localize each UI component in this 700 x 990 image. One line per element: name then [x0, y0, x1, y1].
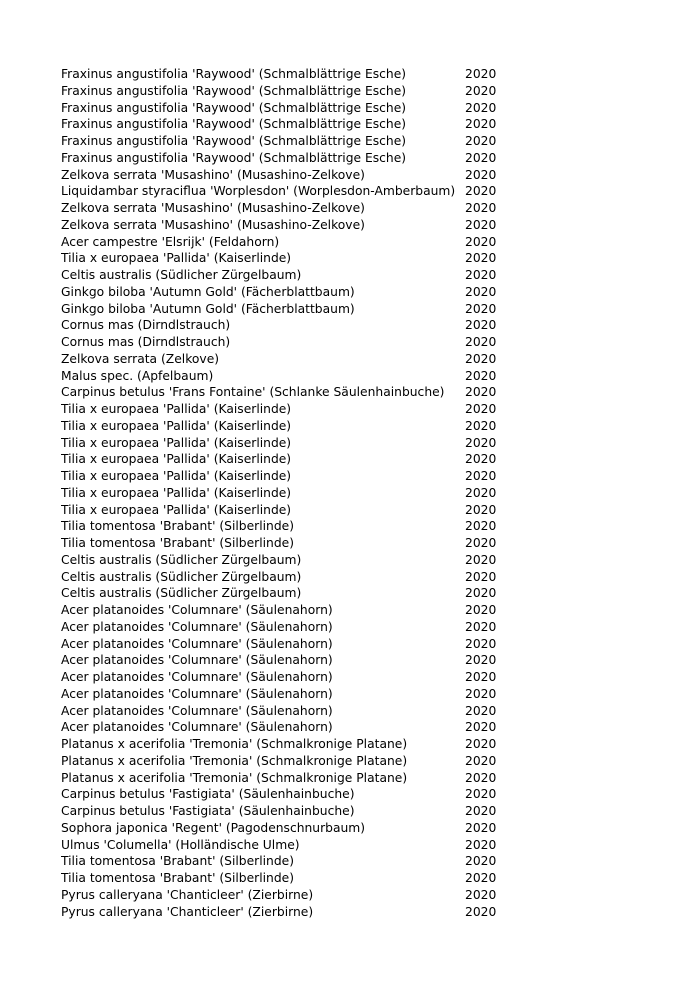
table-row: [61, 66, 521, 83]
table-row: [61, 502, 521, 519]
species-cell: Tilia x europaea 'Pallida' (Kaiserlinde): [61, 452, 292, 467]
year-cell: 2020: [465, 737, 497, 751]
year-cell: 2020: [465, 619, 497, 634]
table-row: [61, 518, 521, 535]
table-row: [61, 837, 521, 854]
species-cell: Platanus x acerifolia 'Tremonia' (Schmalkronige Platane): [61, 770, 408, 785]
species-cell: Fraxinus angustifolia 'Raywood' (Schmalblättrige Esche): [61, 67, 407, 81]
species-cell: Fraxinus angustifolia 'Raywood' (Schmalblättrige Esche): [61, 100, 407, 115]
table-row: [61, 183, 521, 200]
table-row: [61, 619, 521, 636]
species-cell: Fraxinus angustifolia 'Raywood' (Schmalblättrige Esche): [61, 83, 407, 98]
year-cell: 2020: [465, 117, 497, 132]
table-row: [61, 736, 521, 753]
species-cell: Acer platanoides 'Columnare' (Säulenahorn): [61, 686, 333, 701]
species-cell: Liquidambar styraciflua 'Worplesdon' (Worplesdon-Amberbaum): [61, 184, 456, 199]
table-row: [61, 820, 521, 837]
year-cell: 2020: [465, 335, 497, 349]
year-cell: 2020: [465, 854, 497, 869]
year-cell: 2020: [465, 502, 497, 517]
year-cell: 2020: [465, 368, 497, 383]
table-row: [61, 418, 521, 435]
species-cell: Celtis australis (Südlicher Zürgelbaum): [61, 569, 302, 584]
year-cell: 2020: [465, 150, 497, 165]
species-cell: Tilia x europaea 'Pallida' (Kaiserlinde): [61, 402, 292, 416]
species-cell: Carpinus betulus 'Fastigiata' (Säulenhainbuche): [61, 804, 355, 818]
year-cell: 2020: [465, 134, 497, 148]
table-row: [61, 703, 521, 720]
species-cell: Tilia x europaea 'Pallida' (Kaiserlinde): [61, 435, 292, 450]
species-cell: Zelkova serrata 'Musashino' (Musashino-Zelkove): [61, 167, 365, 182]
year-cell: 2020: [465, 603, 497, 617]
table-row: [61, 116, 521, 133]
year-cell: 2020: [465, 452, 497, 467]
table-row: [61, 83, 521, 100]
table-row: [61, 435, 521, 452]
species-cell: Pyrus calleryana 'Chanticleer' (Zierbirne): [61, 904, 314, 919]
table-row: [61, 485, 521, 502]
species-cell: Sophora japonica 'Regent' (Pagodenschnurbaum): [61, 820, 366, 835]
species-cell: Acer platanoides 'Columnare' (Säulenahorn): [61, 720, 333, 735]
table-row: [61, 317, 521, 334]
table-row: [61, 552, 521, 569]
year-cell: 2020: [465, 67, 497, 81]
tree-list: [61, 66, 521, 920]
table-row: [61, 267, 521, 284]
table-row: [61, 334, 521, 351]
table-row: [61, 652, 521, 669]
species-cell: Fraxinus angustifolia 'Raywood' (Schmalblättrige Esche): [61, 117, 407, 132]
table-row: [61, 284, 521, 301]
species-cell: Tilia tomentosa 'Brabant' (Silberlinde): [61, 854, 295, 869]
table-row: [61, 887, 521, 904]
species-cell: Acer platanoides 'Columnare' (Säulenahorn): [61, 636, 333, 651]
table-row: [61, 368, 521, 385]
table-row: [61, 904, 521, 921]
year-cell: 2020: [465, 435, 497, 450]
species-cell: Acer platanoides 'Columnare' (Säulenahorn): [61, 670, 333, 684]
species-cell: Ginkgo biloba 'Autumn Gold' (Fächerblattbaum): [61, 284, 355, 299]
table-row: [61, 686, 521, 703]
table-row: [61, 770, 521, 787]
year-cell: 2020: [465, 184, 497, 199]
table-row: [61, 786, 521, 803]
species-cell: Zelkova serrata 'Musashino' (Musashino-Zelkove): [61, 201, 365, 215]
species-cell: Cornus mas (Dirndlstrauch): [61, 335, 231, 349]
table-row: [61, 401, 521, 418]
species-cell: Celtis australis (Südlicher Zürgelbaum): [61, 552, 302, 567]
species-cell: Platanus x acerifolia 'Tremonia' (Schmalkronige Platane): [61, 737, 408, 751]
table-row: [61, 100, 521, 117]
table-row: [61, 719, 521, 736]
species-cell: Ulmus 'Columella' (Holländische Ulme): [61, 837, 300, 852]
species-cell: Cornus mas (Dirndlstrauch): [61, 318, 231, 333]
species-cell: Tilia tomentosa 'Brabant' (Silberlinde): [61, 536, 295, 550]
table-row: [61, 217, 521, 234]
table-row: [61, 133, 521, 150]
species-cell: Acer platanoides 'Columnare' (Säulenahorn): [61, 653, 333, 668]
year-cell: 2020: [465, 904, 497, 919]
table-row: [61, 384, 521, 401]
species-cell: Carpinus betulus 'Frans Fontaine' (Schlanke Säulenhainbuche): [61, 385, 445, 400]
year-cell: 2020: [465, 670, 497, 684]
species-cell: Tilia x europaea 'Pallida' (Kaiserlinde): [61, 502, 292, 517]
table-row: [61, 803, 521, 820]
species-cell: Acer platanoides 'Columnare' (Säulenahorn): [61, 603, 333, 617]
year-cell: 2020: [465, 536, 497, 550]
year-cell: 2020: [465, 100, 497, 115]
table-row: [61, 602, 521, 619]
year-cell: 2020: [465, 234, 497, 249]
species-cell: Platanus x acerifolia 'Tremonia' (Schmalkronige Platane): [61, 753, 408, 768]
year-cell: 2020: [465, 284, 497, 299]
table-row: [61, 150, 521, 167]
table-row: [61, 351, 521, 368]
year-cell: 2020: [465, 418, 497, 433]
table-row: [61, 451, 521, 468]
species-cell: Fraxinus angustifolia 'Raywood' (Schmalblättrige Esche): [61, 134, 407, 148]
table-row: [61, 636, 521, 653]
year-cell: 2020: [465, 318, 497, 333]
species-cell: Acer platanoides 'Columnare' (Säulenahorn): [61, 703, 333, 718]
year-cell: 2020: [465, 871, 497, 885]
year-cell: 2020: [465, 485, 497, 500]
species-cell: Zelkova serrata 'Musashino' (Musashino-Zelkove): [61, 217, 365, 232]
species-cell: Zelkova serrata (Zelkove): [61, 351, 220, 366]
table-row: [61, 301, 521, 318]
year-cell: 2020: [465, 720, 497, 735]
year-cell: 2020: [465, 569, 497, 584]
tree-list-page: [61, 66, 521, 920]
table-row: [61, 853, 521, 870]
year-cell: 2020: [465, 469, 497, 483]
species-cell: Tilia x europaea 'Pallida' (Kaiserlinde): [61, 418, 292, 433]
year-cell: 2020: [465, 402, 497, 416]
year-cell: 2020: [465, 770, 497, 785]
year-cell: 2020: [465, 268, 497, 282]
species-cell: Acer campestre 'Elsrijk' (Feldahorn): [61, 234, 280, 249]
year-cell: 2020: [465, 301, 497, 316]
species-cell: Pyrus calleryana 'Chanticleer' (Zierbirne): [61, 887, 314, 902]
species-cell: Ginkgo biloba 'Autumn Gold' (Fächerblattbaum): [61, 301, 355, 316]
year-cell: 2020: [465, 519, 497, 534]
year-cell: 2020: [465, 251, 497, 266]
year-cell: 2020: [465, 703, 497, 718]
year-cell: 2020: [465, 201, 497, 215]
table-row: [61, 569, 521, 586]
table-row: [61, 669, 521, 686]
table-row: [61, 535, 521, 552]
year-cell: 2020: [465, 351, 497, 366]
year-cell: 2020: [465, 83, 497, 98]
table-row: [61, 250, 521, 267]
year-cell: 2020: [465, 753, 497, 768]
year-cell: 2020: [465, 653, 497, 668]
year-cell: 2020: [465, 686, 497, 701]
year-cell: 2020: [465, 586, 497, 601]
species-cell: Acer platanoides 'Columnare' (Säulenahorn): [61, 619, 333, 634]
table-row: [61, 870, 521, 887]
year-cell: 2020: [465, 837, 497, 852]
table-row: [61, 234, 521, 251]
species-cell: Celtis australis (Südlicher Zürgelbaum): [61, 268, 302, 282]
table-row: [61, 753, 521, 770]
year-cell: 2020: [465, 804, 497, 818]
species-cell: Fraxinus angustifolia 'Raywood' (Schmalblättrige Esche): [61, 150, 407, 165]
table-row: [61, 468, 521, 485]
species-cell: Tilia x europaea 'Pallida' (Kaiserlinde): [61, 469, 292, 483]
year-cell: 2020: [465, 217, 497, 232]
year-cell: 2020: [465, 636, 497, 651]
year-cell: 2020: [465, 385, 497, 400]
year-cell: 2020: [465, 787, 497, 802]
species-cell: Malus spec. (Apfelbaum): [61, 368, 214, 383]
year-cell: 2020: [465, 820, 497, 835]
species-cell: Tilia x europaea 'Pallida' (Kaiserlinde): [61, 251, 292, 266]
table-row: [61, 167, 521, 184]
species-cell: Tilia tomentosa 'Brabant' (Silberlinde): [61, 519, 295, 534]
year-cell: 2020: [465, 887, 497, 902]
year-cell: 2020: [465, 552, 497, 567]
table-row: [61, 200, 521, 217]
year-cell: 2020: [465, 167, 497, 182]
species-cell: Tilia x europaea 'Pallida' (Kaiserlinde): [61, 485, 292, 500]
table-row: [61, 585, 521, 602]
species-cell: Celtis australis (Südlicher Zürgelbaum): [61, 586, 302, 601]
species-cell: Carpinus betulus 'Fastigiata' (Säulenhainbuche): [61, 787, 355, 802]
species-cell: Tilia tomentosa 'Brabant' (Silberlinde): [61, 871, 295, 885]
